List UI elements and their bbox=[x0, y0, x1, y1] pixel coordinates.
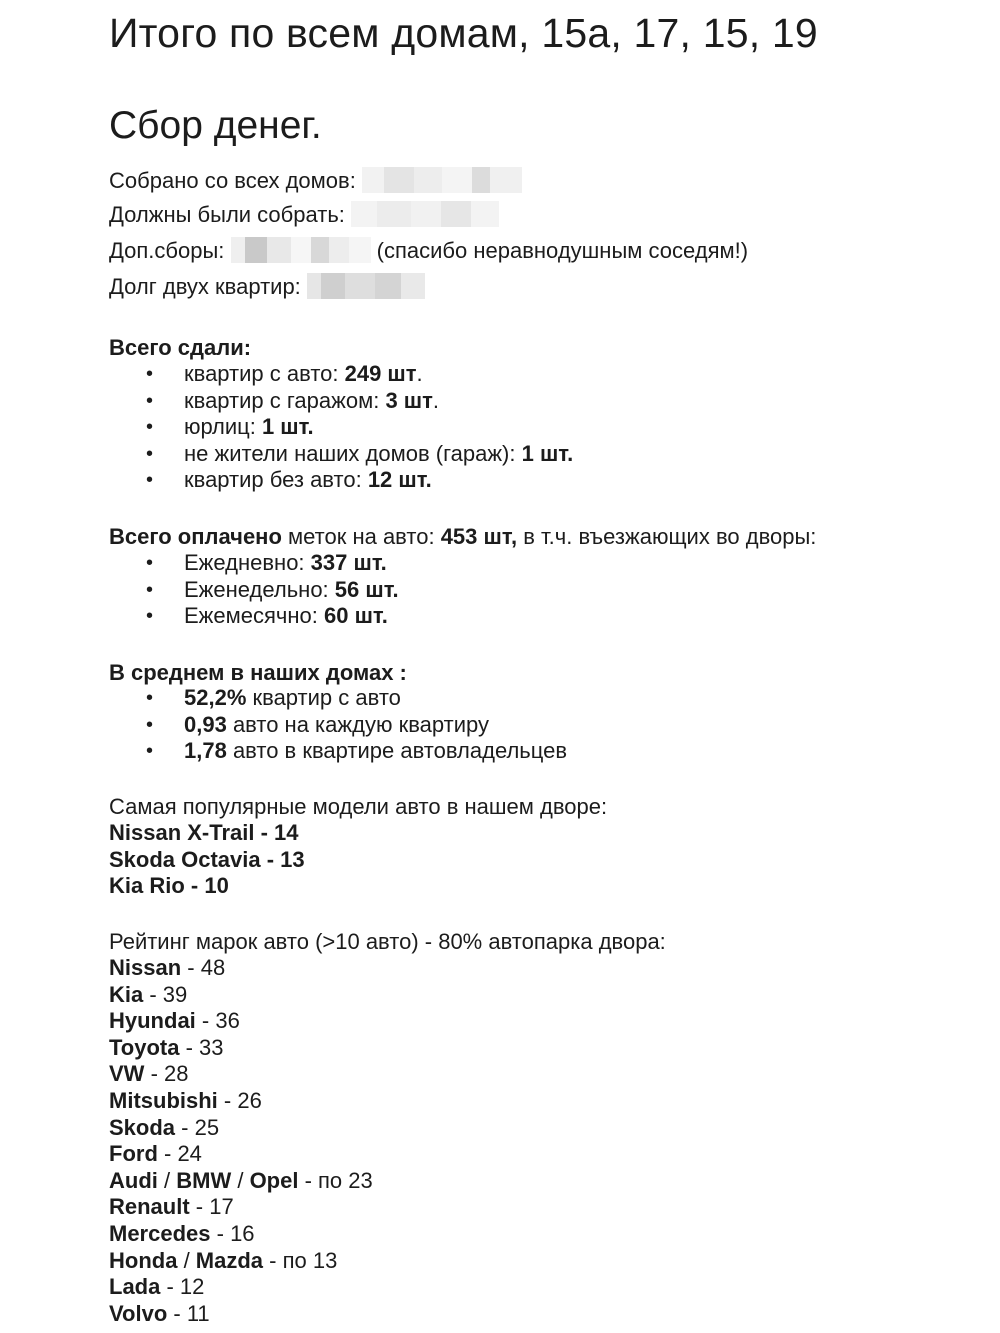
redacted-value bbox=[307, 273, 425, 299]
paid-list bbox=[109, 550, 399, 630]
list-item: • Ежемесячно: 60 шт. bbox=[109, 603, 399, 630]
submitted-list bbox=[109, 361, 573, 494]
list-item: • 1,78 авто в квартире автовладельцев bbox=[109, 738, 567, 765]
collected-label: Собрано со всех домов: bbox=[109, 168, 356, 193]
expected-row bbox=[109, 202, 499, 229]
debt-row bbox=[109, 274, 425, 301]
list-item: Honda / Mazda - по 13 bbox=[109, 1247, 338, 1273]
list-item: • квартир с гаражом: 3 шт. bbox=[109, 388, 573, 415]
list-item: Ford - 24 bbox=[109, 1141, 202, 1167]
list-item: Lada - 12 bbox=[109, 1274, 205, 1300]
list-item: • Еженедельно: 56 шт. bbox=[109, 577, 399, 604]
average-list bbox=[109, 685, 567, 765]
list-item: VW - 28 bbox=[109, 1061, 189, 1087]
popular-list bbox=[109, 820, 305, 900]
list-item: • 0,93 авто на каждую квартиру bbox=[109, 712, 567, 739]
extra-row bbox=[109, 238, 748, 265]
extra-note: (спасибо неравнодушным соседям!) bbox=[376, 238, 749, 263]
redacted-value bbox=[351, 201, 499, 227]
collected-row bbox=[109, 168, 522, 195]
redacted-value bbox=[362, 167, 522, 193]
list-item: Mercedes - 16 bbox=[109, 1220, 255, 1246]
expected-label: Должны были собрать: bbox=[109, 202, 345, 227]
list-item: • Ежедневно: 337 шт. bbox=[109, 550, 399, 577]
list-item: Kia Rio - 10 bbox=[109, 873, 229, 899]
list-item: • не жители наших домов (гараж): 1 шт. bbox=[109, 441, 573, 468]
list-item: • юрлиц: 1 шт. bbox=[109, 414, 573, 441]
rating-header: Рейтинг марок авто (>10 авто) - 80% автопарка двора: bbox=[109, 929, 666, 954]
list-item: • квартир без авто: 12 шт. bbox=[109, 467, 573, 494]
list-item: Nissan X-Trail - 14 bbox=[109, 820, 299, 845]
list-item: • 52,2% квартир с авто bbox=[109, 685, 567, 712]
list-item: • квартир с авто: 249 шт. bbox=[109, 361, 573, 388]
list-item: Skoda - 25 bbox=[109, 1114, 220, 1140]
rating-list bbox=[109, 955, 373, 1327]
redacted-value bbox=[231, 237, 371, 263]
list-item: Skoda Octavia - 13 bbox=[109, 846, 305, 872]
list-item: Hyundai - 36 bbox=[109, 1008, 240, 1034]
list-item: Audi / BMW / Opel - по 23 bbox=[109, 1167, 373, 1193]
list-item: Kia - 39 bbox=[109, 981, 188, 1007]
debt-label: Долг двух квартир: bbox=[109, 274, 301, 299]
extra-label: Доп.сборы: bbox=[109, 238, 225, 263]
list-item: Volvo - 11 bbox=[109, 1300, 210, 1326]
submitted-header: Всего сдали: bbox=[109, 335, 252, 360]
page-title: Итого по всем домам, 15а, 17, 15, 19 bbox=[109, 10, 818, 56]
list-item: Renault - 17 bbox=[109, 1194, 234, 1220]
section-title-money: Сбор денег. bbox=[109, 104, 322, 147]
popular-header: Самая популярные модели авто в нашем дворе: bbox=[109, 794, 608, 819]
list-item: Nissan - 48 bbox=[109, 955, 226, 980]
list-item: Mitsubishi - 26 bbox=[109, 1087, 262, 1113]
paid-header: Всего оплачено меток на авто: 453 шт, в т.ч. въезжающих во дворы: bbox=[109, 524, 817, 549]
average-header: В среднем в наших домах : bbox=[109, 660, 407, 685]
list-item: Toyota - 33 bbox=[109, 1034, 224, 1060]
